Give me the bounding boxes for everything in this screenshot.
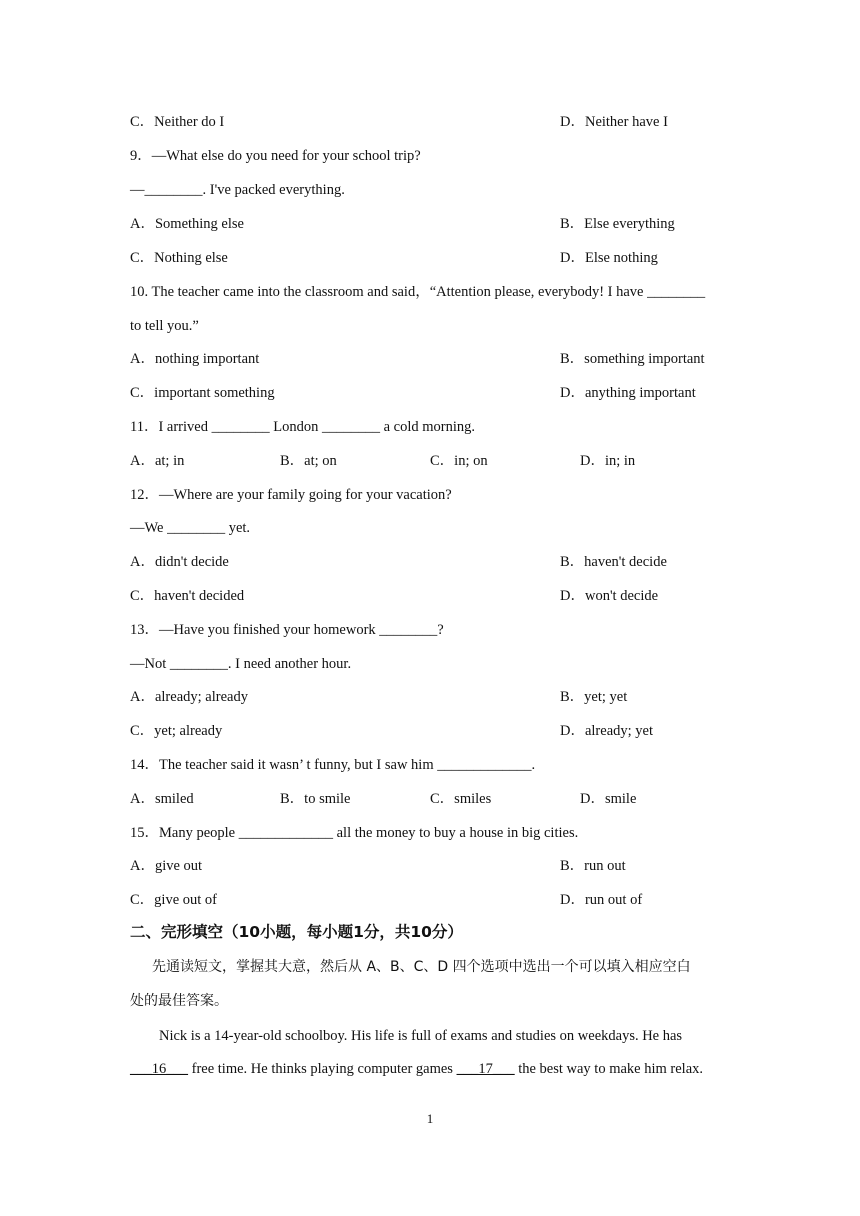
question-9-reply: —________. I've packed everything. xyxy=(130,182,345,198)
question-15-options-row1 xyxy=(130,857,626,875)
question-9-options-row1 xyxy=(130,215,675,233)
question-12-stem: 12．—Where are your family going for your vacation? xyxy=(130,487,452,503)
option-c: C．yet; already xyxy=(130,723,223,739)
question-11-stem: 11．I arrived ________ London ________ a cold morning. xyxy=(130,419,475,435)
section-instruction-line2: 处的最佳答案。 xyxy=(130,993,228,1009)
option-a: A．at; in xyxy=(130,453,185,469)
option-d: D．smile xyxy=(580,791,637,807)
option-a: A．Something else xyxy=(130,216,244,232)
option-d: D．won't decide xyxy=(560,588,659,604)
passage-line1: Nick is a 14-year-old schoolboy. His life is full of exams and studies on weekdays. He has xyxy=(159,1028,683,1044)
option-b: B．at; on xyxy=(280,453,337,469)
option-b: B．haven't decide xyxy=(560,554,667,570)
option-a: A．nothing important xyxy=(130,351,260,367)
option-a: A．give out xyxy=(130,858,203,874)
question-12-options-row2 xyxy=(130,587,659,605)
option-c: C．give out of xyxy=(130,892,217,908)
option-a: A．already; already xyxy=(130,689,248,705)
option-d: D．anything important xyxy=(560,385,696,401)
option-b: B．run out xyxy=(560,858,626,874)
option-d: D．already; yet xyxy=(560,723,654,739)
option-d: D．in; in xyxy=(580,453,636,469)
option-c: C．in; on xyxy=(430,453,488,469)
option-b: B．Else everything xyxy=(560,216,675,232)
option-d: D．Else nothing xyxy=(560,250,658,266)
option-c: C．smiles xyxy=(430,791,492,807)
question-10-stem: 10. The teacher came into the classroom and said，“Attention please, everybody! I have ________ xyxy=(130,284,706,300)
option-c: C．important something xyxy=(130,385,275,401)
question-15-stem: 15．Many people _____________ all the money to buy a house in big cities. xyxy=(130,825,579,841)
question-14-stem: 14．The teacher said it wasn’ t funny, but I saw him _____________. xyxy=(130,757,536,773)
page-number: 1 xyxy=(426,1111,434,1126)
option-c: C．Nothing else xyxy=(130,250,228,266)
passage-line2-mid: free time. He thinks playing computer games xyxy=(188,1061,457,1077)
option-a: A．smiled xyxy=(130,791,194,807)
blank-16: ___16___ xyxy=(130,1061,188,1077)
question-10-options-row2 xyxy=(130,384,696,402)
question-12-reply: —We ________ yet. xyxy=(130,520,251,536)
question-13-options-row1 xyxy=(130,688,628,706)
option-c: C．haven't decided xyxy=(130,588,245,604)
question-13-reply: —Not ________. I need another hour. xyxy=(130,656,352,672)
question-10-stem-cont: to tell you.” xyxy=(130,318,199,334)
option-b: B．yet; yet xyxy=(560,689,628,705)
question-10-options-row1 xyxy=(130,350,705,368)
blank-17: ___17___ xyxy=(456,1061,515,1077)
option-d: D．run out of xyxy=(560,892,643,908)
option-b: B．to smile xyxy=(280,791,351,807)
passage-line2 xyxy=(130,1060,703,1078)
question-15-options-row2 xyxy=(130,891,643,909)
option-a: A．didn't decide xyxy=(130,554,229,570)
section-instruction-line1: 先通读短文，掌握其大意，然后从 A、B、C、D 四个选项中选出一个可以填入相应空白 xyxy=(152,959,691,975)
question-12-options-row1 xyxy=(130,553,667,571)
question-9-options-row2 xyxy=(130,249,658,267)
section-heading: 二、完形填空（10小题，每小题1分，共10分） xyxy=(130,923,463,941)
question-9-stem: 9．—What else do you need for your school trip? xyxy=(130,148,421,164)
option-d: D．Neither have I xyxy=(560,114,668,130)
option-c: C．Neither do I xyxy=(130,114,225,130)
question-13-options-row2 xyxy=(130,722,654,740)
question-8-options xyxy=(130,113,668,131)
question-13-stem: 13．—Have you finished your homework ________? xyxy=(130,622,444,638)
option-b: B．something important xyxy=(560,351,705,367)
passage-line2-end: the best way to make him relax. xyxy=(514,1061,704,1077)
